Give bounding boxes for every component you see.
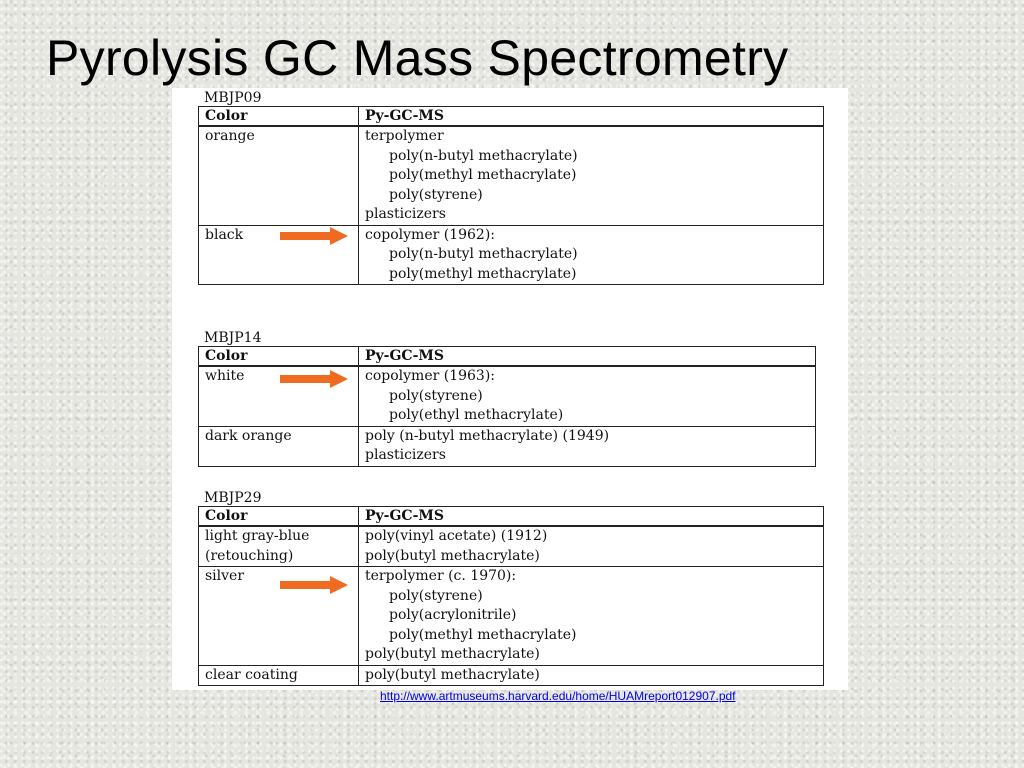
result-line: poly(styrene) (389, 587, 483, 604)
result-cell (359, 567, 824, 666)
table-row (199, 526, 824, 567)
result-line: poly(butyl methacrylate) (365, 547, 540, 564)
result-line: poly(styrene) (389, 186, 483, 203)
color-header: Color (199, 507, 359, 527)
color-header: Color (199, 347, 359, 367)
result-cell (359, 225, 824, 285)
scanned-document (172, 88, 848, 690)
color-text: silver (205, 568, 245, 584)
source-link[interactable]: http://www.artmuseums.harvard.edu/home/HUAMreport012907.pdf (380, 689, 736, 703)
table-row (199, 665, 824, 686)
color-text: light gray-blue (205, 528, 310, 544)
color-text: dark orange (205, 427, 292, 444)
result-line: poly(butyl methacrylate) (365, 666, 540, 683)
result-line: poly(butyl methacrylate) (365, 646, 540, 662)
section-mbjp14 (198, 330, 816, 467)
highlight-arrow-icon (280, 576, 348, 594)
section-label: MBJP29 (204, 490, 262, 506)
result-line: terpolymer (c. 1970): (365, 568, 517, 584)
result-line: poly(n-butyl methacrylate) (389, 147, 578, 164)
result-line: poly(n-butyl methacrylate) (389, 246, 578, 262)
result-line: poly(ethyl methacrylate) (389, 407, 564, 423)
results-table (198, 106, 824, 285)
color-cell (199, 126, 359, 225)
color-header: Color (199, 107, 359, 127)
color-text: black (205, 226, 244, 243)
result-line: poly(methyl methacrylate) (389, 265, 577, 282)
result-cell (359, 366, 816, 426)
method-header: Py-GC-MS (359, 347, 816, 367)
result-line: poly(methyl methacrylate) (389, 167, 577, 183)
result-cell (359, 526, 824, 567)
result-line: poly(methyl methacrylate) (389, 626, 577, 643)
highlight-arrow-icon (280, 227, 348, 245)
result-line: copolymer (1962): (365, 226, 496, 243)
section-label: MBJP09 (204, 90, 262, 106)
result-line: copolymer (1963): (365, 368, 496, 384)
result-line: poly (n-butyl methacrylate) (1949) (365, 427, 610, 444)
color-cell (199, 426, 359, 466)
highlight-arrow-icon (280, 370, 348, 388)
table-header-row (199, 507, 824, 527)
table-header-row (199, 107, 824, 127)
color-cell (199, 665, 359, 686)
table-row (199, 426, 816, 466)
result-cell (359, 126, 824, 225)
color-text: white (205, 368, 245, 384)
method-header: Py-GC-MS (359, 107, 824, 127)
result-line: terpolymer (365, 128, 444, 144)
result-cell (359, 665, 824, 686)
color-cell (199, 526, 359, 567)
slide-title: Pyrolysis GC Mass Spectrometry (46, 30, 789, 86)
result-line: poly(acrylonitrile) (389, 607, 517, 623)
color-text: (retouching) (205, 547, 294, 564)
results-table (198, 506, 824, 686)
result-line: plasticizers (365, 206, 446, 222)
result-cell (359, 426, 816, 466)
table-row (199, 126, 824, 225)
section-label: MBJP14 (204, 330, 262, 346)
color-text: orange (205, 128, 255, 144)
method-header: Py-GC-MS (359, 507, 824, 527)
result-line: poly(vinyl acetate) (1912) (365, 528, 548, 544)
section-mbjp09 (198, 90, 824, 285)
results-table (198, 346, 816, 467)
table-header-row (199, 347, 816, 367)
result-line: poly(styrene) (389, 387, 483, 404)
result-line: plasticizers (365, 447, 446, 463)
color-text: clear coating (205, 666, 298, 683)
